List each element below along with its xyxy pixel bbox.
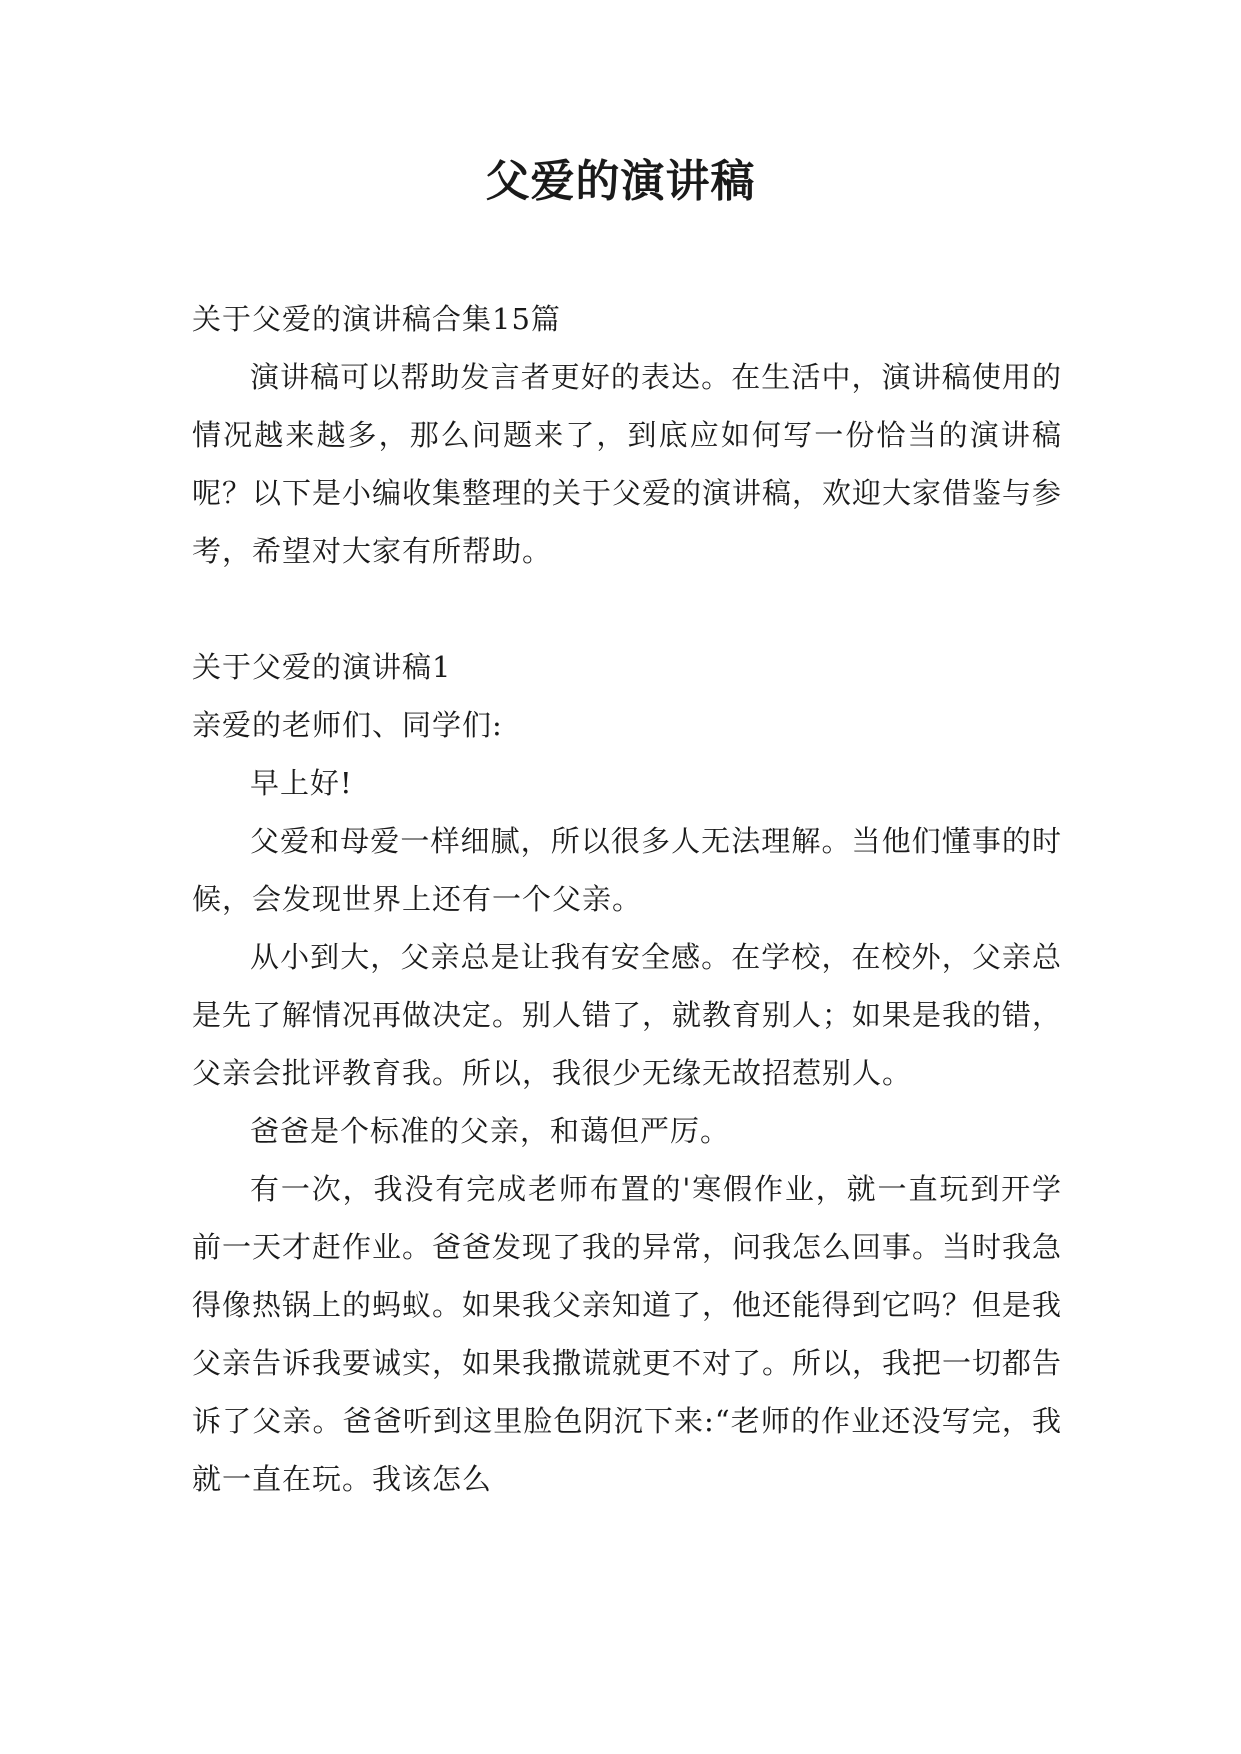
document-subtitle: 关于父爱的演讲稿合集15篇 (192, 302, 561, 336)
section-heading: 关于父爱的演讲稿1 (192, 650, 452, 684)
intro-paragraph: 演讲稿可以帮助发言者更好的表达。在生活中，演讲稿使用的情况越来越多，那么问题来了，到底应如何写一份恰当的演讲稿呢？以下是小编收集整理的关于父爱的演讲稿，欢迎大家借鉴与参考，希望对大家有所帮助。 (192, 360, 1063, 568)
body-paragraph-4: 有一次，我没有完成老师布置的'寒假作业，就一直玩到开学前一天才赶作业。爸爸发现了我的异常，问我怎么回事。当时我急得像热锅上的蚂蚁。如果我父亲知道了，他还能得到它吗？但是我父亲告诉我要诚实，如果我撒谎就更不对了。所以，我把一切都告诉了父亲。爸爸听到这里脸色阴沉下来:“老师的作业还没写完，我就一直在玩。我该怎么 (192, 1172, 1063, 1496)
paragraph-spacer (192, 580, 1062, 638)
body-paragraph-3: 爸爸是个标准的父亲，和蔼但严厉。 (250, 1114, 731, 1148)
body-paragraph-1: 父爱和母爱一样细腻，所以很多人无法理解。当他们懂事的时候，会发现世界上还有一个父亲。 (192, 824, 1062, 916)
greeting: 早上好! (250, 766, 353, 800)
document-body (192, 290, 1062, 1508)
salutation: 亲爱的老师们、同学们: (192, 708, 503, 742)
body-paragraph-2: 从小到大，父亲总是让我有安全感。在学校，在校外，父亲总是先了解情况再做决定。别人错了，就教育别人；如果是我的错，父亲会批评教育我。所以，我很少无缘无故招惹别人。 (192, 940, 1063, 1090)
document-title: 父爱的演讲稿 (485, 156, 756, 207)
